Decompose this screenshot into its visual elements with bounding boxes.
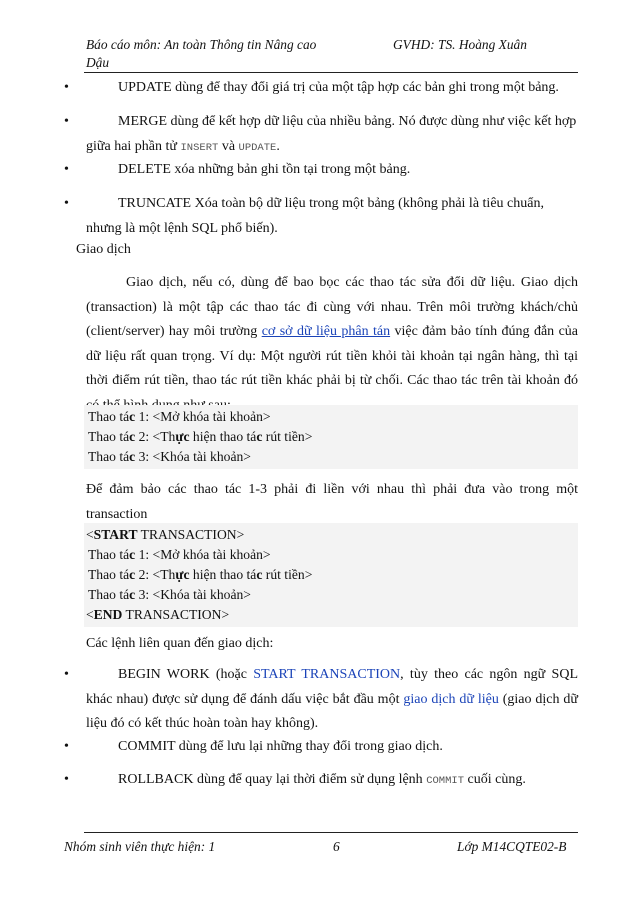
link-start-transaction[interactable]: START TRANSACTION bbox=[253, 667, 401, 682]
bullet-marker: • bbox=[64, 114, 69, 129]
transaction-end-line: <END TRANSACTION> bbox=[86, 607, 230, 622]
transaction-operation-1: Thao tác 1: <Mở khóa tài khoản> bbox=[88, 547, 271, 562]
intro-text-2: việc đảm bảo tính đúng đắn của dữ liệu rất quan trọng. Ví dụ: Một người rút tiền khỏi tài khoản tại ngân hàng, thì tại thời điểm rút tiền, thao tác rút tiền khác phải bị từ chối. Các thao tác trên tài khoản đó bbox=[86, 324, 578, 388]
bullet-merge-text: MERGE dùng để kết hợp dữ liệu của nhiều bảng. Nó được dùng như việc kết hợp bbox=[118, 114, 577, 129]
operations-box bbox=[84, 405, 578, 469]
bullet-delete-text: DELETE xóa những bản ghi tồn tại trong một bảng. bbox=[118, 162, 411, 177]
ensure-paragraph: Để đảm bảo các thao tác 1-3 phải đi liền với nhau thì phải đưa vào trong một transaction bbox=[86, 482, 578, 522]
footer-class: Lớp M14CQTE02-B bbox=[457, 839, 567, 854]
operation-line-2: Thao tác 2: <Thực hiện thao tác rút tiền> bbox=[88, 429, 313, 444]
bullet-truncate bbox=[86, 192, 578, 241]
page-number: 6 bbox=[333, 839, 340, 854]
code-commit: COMMIT bbox=[426, 775, 464, 787]
code-update: UPDATE bbox=[238, 141, 277, 154]
operation-line-1: Thao tác 1: <Mở khóa tài khoản> bbox=[88, 409, 271, 424]
link-data-transaction[interactable]: giao dịch dữ liệu bbox=[403, 691, 499, 707]
merge-line2-text: giữa hai phần tử bbox=[86, 138, 181, 154]
bullet-marker: • bbox=[64, 667, 69, 682]
footer-divider bbox=[84, 832, 578, 833]
transaction-operation-3: Thao tác 3: <Khóa tài khoản> bbox=[88, 587, 251, 602]
bullet-marker: • bbox=[64, 80, 69, 95]
merge-and-text: và bbox=[218, 138, 239, 154]
bullet-marker: • bbox=[64, 196, 69, 211]
code-insert: INSERT bbox=[180, 141, 219, 154]
bullet-marker: • bbox=[64, 162, 69, 177]
bullet-rollback-text: ROLLBACK dùng để quay lại thời điểm sử dụng lệnh COMMIT cuối cùng. bbox=[118, 772, 526, 787]
header-course-title: Báo cáo môn: An toàn Thông tin Nâng cao bbox=[86, 37, 317, 52]
bullet-begin-text: BEGIN WORK (hoặc START TRANSACTION, tùy theo các ngôn ngữ SQL khác nhau) được sử dụng để đánh dấu việc bắt đầu một giao dịch dữ liệu (giao dịch dữ liệu đó có kết thúc hoàn toàn hay không). bbox=[86, 667, 578, 731]
section-title-transaction: Giao dịch bbox=[76, 242, 131, 257]
bullet-update bbox=[86, 76, 578, 101]
operation-line-3: Thao tác 3: <Khóa tài khoản> bbox=[88, 449, 251, 464]
transaction-box bbox=[84, 523, 578, 627]
header-divider bbox=[84, 72, 578, 73]
bullet-truncate-line2: nhưng là một lệnh SQL phổ biến). bbox=[86, 220, 278, 236]
header-supervisor-continued: Dậu bbox=[86, 55, 110, 70]
bullet-rollback bbox=[86, 768, 578, 794]
link-distributed-database[interactable]: cơ sở dữ liệu phân tán bbox=[261, 324, 391, 339]
transaction-intro-paragraph bbox=[86, 271, 578, 418]
footer-group: Nhóm sinh viên thực hiện: 1 bbox=[64, 839, 216, 854]
header-supervisor: GVHD: TS. Hoàng Xuân bbox=[393, 37, 527, 52]
merge-period: . bbox=[276, 138, 280, 154]
bullet-marker: • bbox=[64, 772, 69, 787]
bullet-commit bbox=[86, 735, 578, 760]
intro-text-1: Giao dịch, nếu có, dùng để bao bọc các thao tác sửa đổi dữ liệu. Giao dịch (transaction) là một tập các thao tác đi cùng với nhau. Trên môi trường khách/chủ (client/server) hay môi trường bbox=[86, 275, 578, 339]
bullet-merge bbox=[86, 110, 578, 160]
bullet-commit-text: COMMIT dùng để lưu lại những thay đổi trong giao dịch. bbox=[118, 739, 443, 754]
bullet-update-text: UPDATE dùng để thay đổi giá trị của một tập hợp các bản ghi trong một bảng. bbox=[118, 80, 559, 95]
transaction-operation-2: Thao tác 2: <Thực hiện thao tác rút tiền> bbox=[88, 567, 313, 582]
bullet-marker: • bbox=[64, 739, 69, 754]
bullet-merge-line2 bbox=[86, 135, 578, 161]
transaction-start-line: <START TRANSACTION> bbox=[86, 527, 245, 542]
bullet-begin-work bbox=[86, 663, 578, 737]
bullet-truncate-text: TRUNCATE Xóa toàn bộ dữ liệu trong một bảng (không phải là tiêu chuẩn, bbox=[118, 196, 544, 211]
related-commands-title: Các lệnh liên quan đến giao dịch: bbox=[86, 636, 274, 651]
bullet-delete bbox=[86, 158, 578, 183]
